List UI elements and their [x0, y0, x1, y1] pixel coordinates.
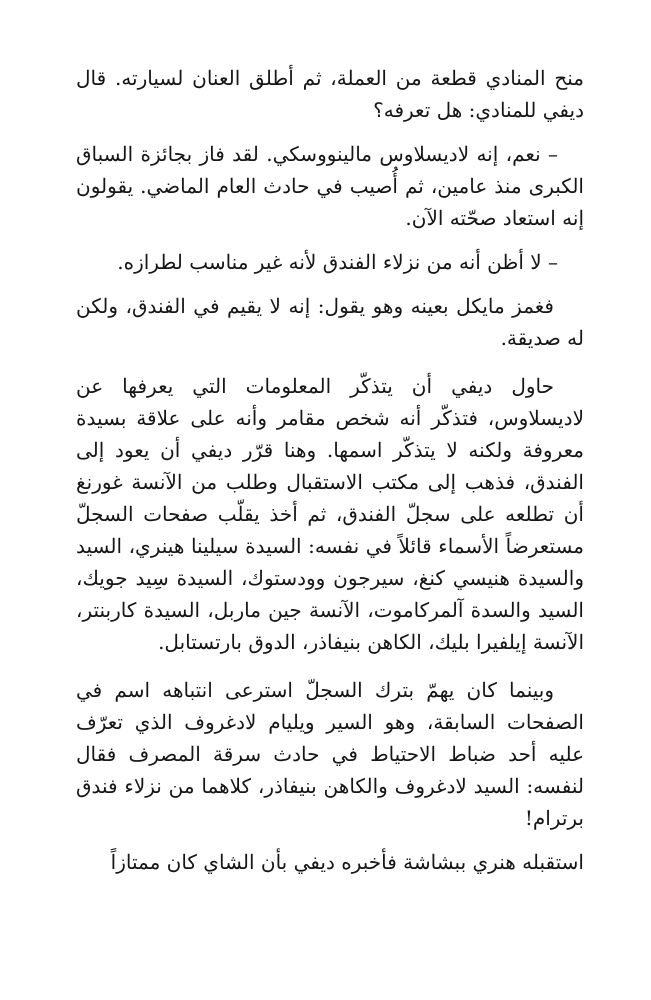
paragraph-3-dialogue: – لا أظن أنه من نزلاء الفندق لأنه غير مناسب لطرازه. [117, 250, 558, 274]
paragraph-4: فغمز مايكل بعينه وهو يقول: إنه لا يقيم في الفندق، ولكن له صديقة. [76, 294, 584, 350]
paragraph-6: وبينما كان يهمّ بترك السجلّ استرعى انتباهه اسم في الصفحات السابقة، وهو السير ويليام لادغروف الذي تعرّف عليه أحد ضباط الاحتياط في حادث سرقة المصرف فقال لنفسه: السيد لادغروف والكاهن بنيفاذر، كلاهما من نزلاء فندق برترام! [76, 678, 584, 830]
paragraph-2-dialogue: – نعم، إنه لاديسلاوس مالينووسكي. لقد فاز بجائزة السباق الكبرى منذ عامين، ثم أُصيب في حادث العام الماضي. يقولون إنه استعاد صحّته الآن. [76, 142, 584, 230]
page-body-text [76, 62, 584, 890]
paragraph-7: استقبله هنري ببشاشة فأخبره ديفي بأن الشاي كان ممتازاً [110, 850, 584, 874]
paragraph-1: منح المنادي قطعة من العملة، ثم أطلق العنان لسيارته. قال ديفي للمنادي: هل تعرفه؟ [76, 66, 584, 122]
paragraph-5: حاول ديفي أن يتذكّر المعلومات التي يعرفها عن لاديسلاوس، فتذكّر أنه شخص مقامر وأنه على علاقة بسيدة معروفة ولكنه لا يتذكّر اسمها. وهنا قرّر ديفي أن يعود إلى الفندق، فذهب إلى مكتب الاستقبال وطلب من الآنسة غورنغ أن تطلعه على سجلّ الفندق، ثم أخذ يقلّب صفحات السجلّ مستعرضاً الأسماء قائلاً في نفسه: السيدة سيلينا هينري، السيد والسيدة هنيسي كنغ، سيرجون وودستوك، السيدة سِيد جويك، السيد والسدة آلمركاموت، الآنسة جين ماربل، السيدة كاربنتر، الآنسة إيلفيرا بليك، الكاهن بنيفاذر، الدوق بارتستابل. [76, 374, 584, 654]
